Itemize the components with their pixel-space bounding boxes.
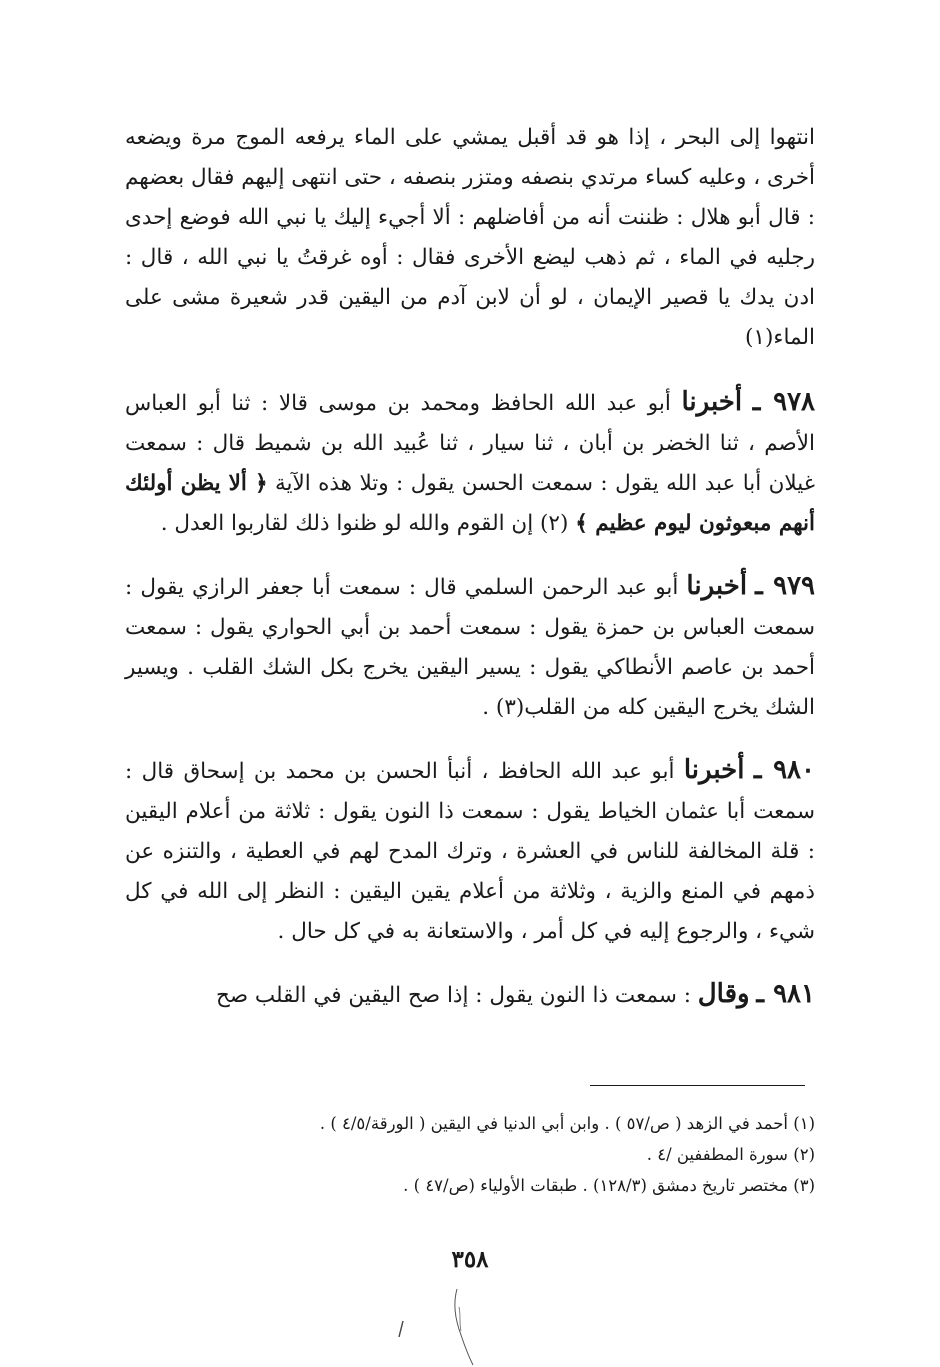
narration-keyword: أخبرنا [683, 755, 745, 785]
footnotes [125, 1108, 815, 1201]
main-text [125, 118, 815, 1038]
page-number: ٣٥٨ [451, 1246, 489, 1273]
narration-number: ٩٨١ ـ [756, 979, 815, 1009]
footnote-divider [590, 1085, 805, 1086]
narration-number: ٩٧٩ ـ [755, 571, 816, 601]
footnote: (٣) مختصر تاريخ دمشق (١٢٨/٣) . طبقات الأولياء (ص/٤٧ ) . [403, 1176, 815, 1195]
narration-keyword: وقال [697, 979, 750, 1009]
narration-981 [125, 974, 815, 1016]
footnote: (٢) سورة المطففين /٤ . [646, 1145, 815, 1164]
narration-980 [125, 750, 815, 952]
narration-number: ٩٧٨ ـ [752, 387, 816, 417]
paragraph-text: انتهوا إلى البحر ، إذا هو قد أقبل يمشي على الماء يرفعه الموج مرة ويضعه أخرى ، وعليه كساء مرتدي بنصفه ومتزر بنصفه ، حتى انتهى إليهم فقال بعضهم : قال أبو هلال : ظننت أنه من أفاضلهم : ألا أجيء إليك يا نبي الله فوضع إحدى رجليه في الماء ، ثم ذهب ليضع الأخرى فقال : أوه غرقتُ يا نبي الله ، قال : ادن يدك يا قصير الإيمان ، لو أن لابن آدم من اليقين قدر شعيرة مشى على الماء(١) [125, 125, 815, 350]
narration-number: ٩٨٠ ـ [753, 755, 815, 785]
narration-keyword: أخبرنا [681, 387, 743, 417]
scan-mark [395, 1285, 485, 1367]
narration-text: : سمعت ذا النون يقول : إذا صح اليقين في القلب صح [215, 983, 691, 1008]
quran-quote: ﴿ ألا يظن أولئك أنهم مبعوثون ليوم عظيم ﴾ [125, 471, 815, 536]
narration-text: (٢) إن القوم والله لو ظنوا ذلك لقاربوا العدل . [160, 511, 569, 536]
narration-text: أبو عبد الله الحافظ ومحمد بن موسى قالا : ثنا أبو العباس الأصم ، ثنا الخضر بن أبان ، ثنا سيار ، ثنا عُبيد الله بن شميط قال : سمعت غيلان أبا عبد الله يقول : سمعت الحسن يقول : وتلا هذه الآية [125, 391, 815, 496]
narration-keyword: أخبرنا [686, 571, 748, 601]
narration-text: أبو عبد الله الحافظ ، أنبأ الحسن بن محمد بن إسحاق قال : سمعت أبا عثمان الخياط يقول : سمعت ذا النون يقول : ثلاثة من أعلام اليقين : قلة المخالفة للناس في العشرة ، وترك المدح لهم في العطية ، والتنزه عن ذمهم في المنع والزية ، وثلاثة من أعلام يقين اليقين : النظر إلى الله في كل شيء ، والرجوع إليه في كل أمر ، والاستعانة به في كل حال . [125, 759, 815, 944]
narration-979 [125, 566, 815, 728]
paragraph-continuation [125, 118, 815, 358]
footnote: (١) أحمد في الزهد ( ص/٥٧ ) . وابن أبي الدنيا في اليقين ( الورقة/٤/٥ ) . [319, 1114, 815, 1133]
narration-text: أبو عبد الرحمن السلمي قال : سمعت أبا جعفر الرازي يقول : سمعت العباس بن حمزة يقول : سمعت أحمد بن أبي الحواري يقول : سمعت أحمد بن عاصم الأنطاكي يقول : يسير اليقين يخرج بكل الشك القلب . ويسير الشك يخرج اليقين كله من القلب(٣) . [125, 575, 815, 720]
narration-978 [125, 382, 815, 544]
